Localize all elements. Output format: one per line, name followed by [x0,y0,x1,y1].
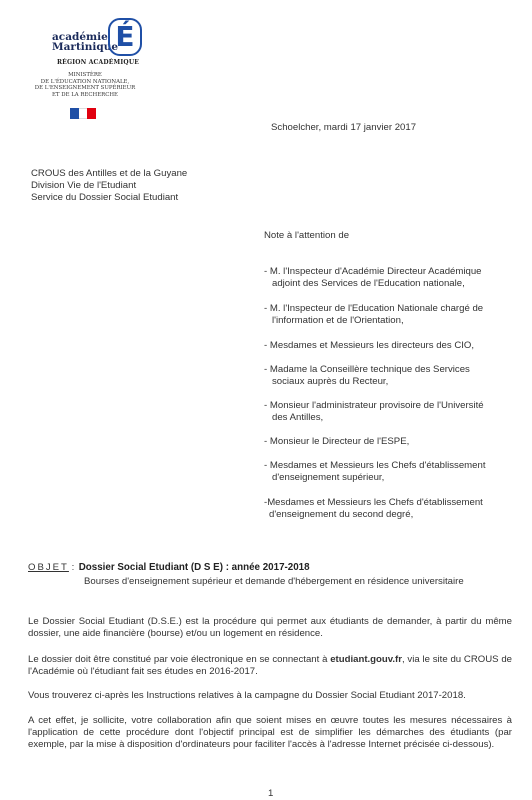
recipient-item [264,436,409,448]
website-link[interactable]: etudiant.gouv.fr [330,654,402,665]
recipient-line: sociaux auprès du Recteur, [272,376,389,387]
recipient-line: - Mesdames et Messieurs les directeurs des CIO, [264,340,475,351]
attention-heading: Note à l'attention de [264,230,350,241]
paragraph-text: Le dossier doit être constitué par voie électronique en se connectant à [28,654,331,665]
recipient-line: d'enseignement du second degré, [269,509,414,520]
recipient-line: - Monsieur l'administrateur provisoire de l'Université [264,400,484,411]
ministry-block [30,72,140,98]
sender-line: Division Vie de l'Etudiant [31,180,137,191]
recipient-line: l'information et de l'Orientation, [272,315,404,326]
recipient-line: d'enseignement supérieur, [272,472,385,483]
ministry-line: ET DE LA RECHERCHE [52,91,118,98]
recipient-item [264,400,484,424]
logo-e-icon: É [108,18,142,56]
objet-block [28,557,518,587]
recipient-item [264,303,483,327]
recipient-line: - Monsieur le Directeur de l'ESPE, [264,436,410,447]
recipient-line: adjoint des Services de l'Education nationale, [272,278,465,289]
recipient-item [264,364,470,388]
ministry-line: DE L'ÉDUCATION NATIONALE, [40,78,130,85]
objet-label: OBJET [28,562,69,573]
recipient-line: - M. l'Inspecteur de l'Education Nationale chargé de [264,303,484,314]
sender-line: CROUS des Antilles et de la Guyane [31,168,188,179]
recipient-line: des Antilles, [272,412,324,423]
recipient-line: - Madame la Conseillère technique des Services [264,364,470,375]
paragraph-collaboration: A cet effet, je sollicite, votre collaboration afin que soient mises en œuvre toutes les mesures nécessaires à l'application de cette procédure dont l'objectif principal est de simplifier les démarches des étudiants (par exemple, par la mise à disposition d'ordinateurs pour faciliter l'accès à l'adresse Internet précisée ci-dessous). [28,715,512,751]
paragraph-text: , via le site du CROUS de l'Académie où l'étudiant fait ses études en 2016-2017. [28,654,512,678]
flag-white-band [79,108,88,119]
letter-date: Schoelcher, mardi 17 janvier 2017 [271,122,417,133]
sender-block [31,168,187,204]
logo-wordmark [52,31,119,53]
marianne-flag-icon [70,108,96,119]
objet-colon: : [68,562,75,573]
recipient-line: -Mesdames et Messieurs les Chefs d'établissement [264,497,483,508]
recipient-line: - M. l'Inspecteur d'Académie Directeur Académique [264,266,482,277]
recipient-item [264,497,483,521]
objet-subtitle: Bourses d'enseignement supérieur et demande d'hébergement en résidence universitaire [84,576,464,587]
recipient-line: - Mesdames et Messieurs les Chefs d'établissement [264,460,486,471]
region-label: RÉGION ACADÉMIQUE [57,59,140,66]
academie-logo [52,12,142,56]
recipient-item [264,460,486,484]
recipient-item [264,340,474,352]
page-number: 1 [268,788,274,799]
paragraph-dse-definition: Le Dossier Social Etudiant (D.S.E.) est la procédure qui permet aux étudiants de demander, à partir du même dossier, une aide financière (bourse) et/ou un logement en résidence. [28,616,512,640]
objet-line [28,557,518,575]
ministry-line: MINISTÈRE [68,72,102,78]
flag-red-band [87,108,96,119]
ministry-line: DE L'ENSEIGNEMENT SUPÉRIEUR [34,85,136,91]
paragraph-online-submission [28,654,512,678]
flag-blue-band [70,108,79,119]
logo-line-academie: académie [52,31,108,43]
objet-title: Dossier Social Etudiant (D S E) : année 2017-2018 [78,562,310,573]
recipient-item [264,266,482,290]
sender-line: Service du Dossier Social Etudiant [31,192,179,203]
paragraph-instructions: Vous trouverez ci-après les Instructions relatives à la campagne du Dossier Social Etudiant 2017-2018. [28,690,466,701]
logo-line-martinique: Martinique [52,41,119,53]
